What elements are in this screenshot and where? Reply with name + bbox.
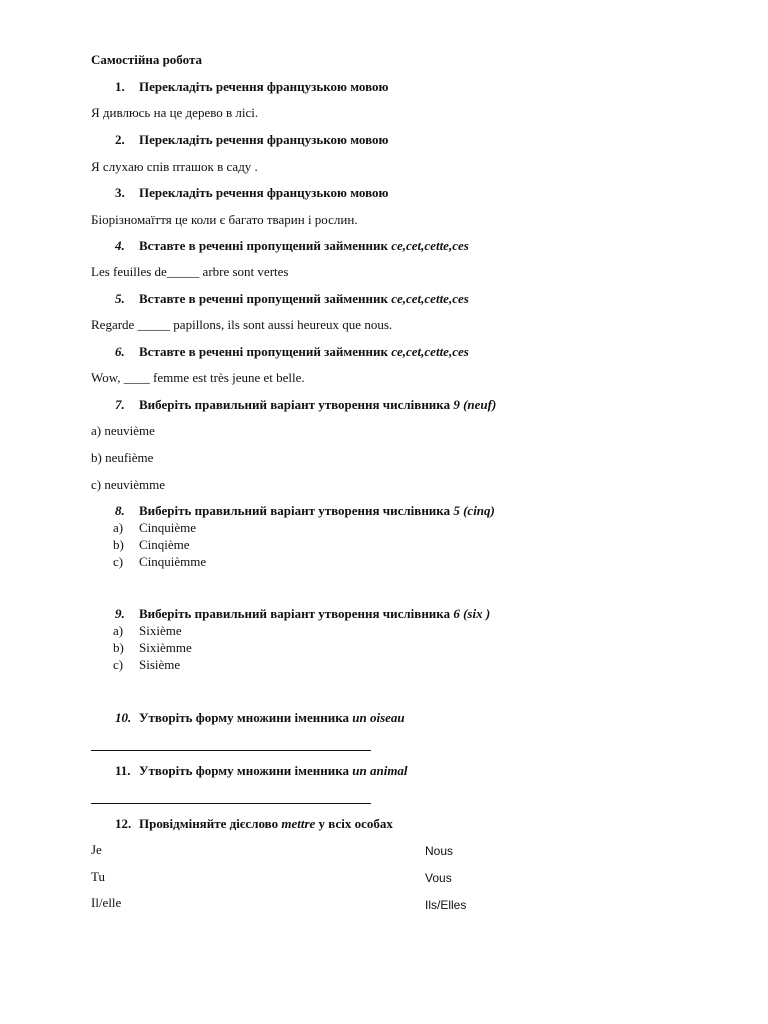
task-instruction: Вставте в реченні пропущений займенник [139,291,388,306]
task-3-heading [115,185,388,201]
task-2-sentence: Я слухаю спів пташок в саду . [91,159,258,174]
task-instruction-italic: ce,cet,cette,ces [391,291,469,306]
task-number: 3. [115,185,125,200]
task-6-heading [115,344,469,360]
option-letter: a) [113,623,124,638]
task-instruction: Перекладіть речення французькою мовою [139,185,389,200]
task-instruction: Виберіть правильний варіант утворення числівника [139,503,451,518]
task-instruction: Вставте в реченні пропущений займенник [139,344,388,359]
task-12-heading [115,816,393,832]
task-number: 10. [115,710,132,725]
pronoun-ils-elles: Ils/Elles [425,898,467,912]
task-number: 12. [115,816,132,831]
task-7-option-c: c) neuvièmme [91,477,165,492]
option-letter: c) [113,554,124,569]
task-instruction: Вставте в реченні пропущений займенник [139,238,388,253]
option-text: Sixièmme [139,640,192,655]
task-9-option-c [113,657,180,673]
task-instruction: Утворіть форму множини іменника [139,710,350,725]
task-8-option-b [113,537,190,553]
task-instruction: Виберіть правильний варіант утворення числівника [139,397,451,412]
task-number: 7. [115,397,125,412]
task-3-sentence: Біорізномаїття це коли є багато тварин і рослин. [91,212,358,227]
task-number: 2. [115,132,125,147]
page-title: Самостійна робота [91,52,203,67]
task-11-heading [115,763,408,779]
task-instruction-italic: un oiseau [352,710,405,725]
task-instruction-italic: un animal [352,763,408,778]
task-number: 4. [115,238,125,253]
answer-line [91,750,371,751]
option-letter: c) [113,657,124,672]
option-text: Sixième [139,623,182,638]
task-instruction: Перекладіть речення французькою мовою [139,79,389,94]
pronoun-vous: Vous [425,871,452,885]
task-number: 8. [115,503,125,518]
task-4-sentence: Les feuilles de_____ arbre sont vertes [91,264,289,279]
pronoun-tu: Tu [91,869,105,884]
task-9-option-a [113,623,182,639]
task-7-heading [115,397,496,413]
task-instruction-italic: ce,cet,cette,ces [391,344,469,359]
task-8-option-c [113,554,206,570]
task-5-sentence: Regarde _____ papillons, ils sont aussi heureux que nous. [91,317,393,332]
option-letter: a) [113,520,124,535]
task-instruction: Виберіть правильний варіант утворення числівника [139,606,451,621]
task-4-heading [115,238,469,254]
option-letter: b) [113,640,124,655]
task-instruction: Утворіть форму множини іменника [139,763,350,778]
task-1-heading [115,79,388,95]
task-9-option-b [113,640,192,656]
task-10-heading [115,710,405,726]
option-text: Cinquièmme [139,554,207,569]
task-number: 5. [115,291,125,306]
task-instruction-tail: у всіх особах [318,816,393,831]
task-instruction-italic: 6 (six ) [453,606,491,621]
task-5-heading [115,291,469,307]
option-letter: b) [113,537,124,552]
task-number: 9. [115,606,125,621]
task-instruction-italic: 9 (neuf) [453,397,497,412]
task-number: 11. [115,763,131,778]
task-number: 1. [115,79,125,94]
option-text: Cinqième [139,537,190,552]
task-number: 6. [115,344,125,359]
task-instruction-italic: 5 (cinq) [453,503,495,518]
pronoun-je: Je [91,842,102,857]
task-8-heading [115,503,495,519]
task-instruction: Перекладіть речення французькою мовою [139,132,389,147]
answer-line [91,803,371,804]
task-instruction-italic: ce,cet,cette,ces [391,238,469,253]
task-6-sentence: Wow, ____ femme est très jeune et belle. [91,370,305,385]
task-1-sentence: Я дивлюсь на це дерево в лісі. [91,105,259,120]
task-7-option-a: a) neuvième [91,423,155,438]
task-instruction: Провідміняйте дієслово [139,816,279,831]
task-instruction-italic: mettre [281,816,316,831]
option-text: Cinquième [139,520,197,535]
pronoun-il-elle: Il/elle [91,895,122,910]
task-8-option-a [113,520,196,536]
task-9-heading [115,606,490,622]
option-text: Sisième [139,657,181,672]
pronoun-nous: Nous [425,844,454,858]
task-7-option-b: b) neufième [91,450,154,465]
task-2-heading [115,132,388,148]
